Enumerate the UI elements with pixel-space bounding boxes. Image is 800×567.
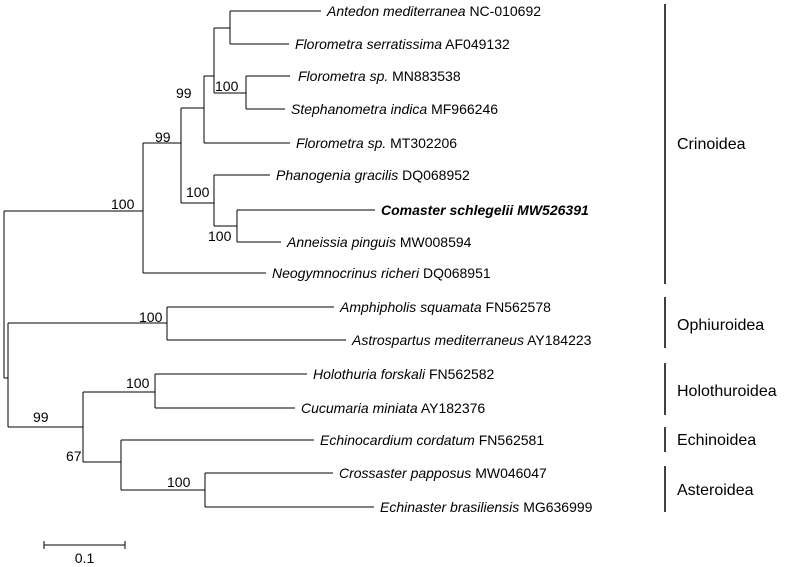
support-value: 100: [111, 196, 135, 212]
taxon-label: Cucumaria miniata AY182376: [301, 400, 486, 416]
support-value: 100: [139, 309, 163, 325]
support-value: 67: [66, 448, 82, 464]
support-value: 100: [215, 78, 239, 94]
taxon-label: Antedon mediterranea NC-010692: [327, 3, 542, 19]
taxon-label: Holothuria forskali FN562582: [313, 366, 495, 382]
taxon-label-highlighted: Comaster schlegelii MW526391: [381, 202, 589, 218]
taxon-label: Neogymnocrinus richeri DQ068951: [272, 265, 491, 281]
group-label-echinoidea: Echinoidea: [677, 432, 757, 449]
taxon-label: Crossaster papposus MW046047: [339, 465, 547, 481]
taxon-label: Amphipholis squamata FN562578: [340, 299, 551, 315]
taxon-label: Stephanometra indica MF966246: [291, 101, 499, 117]
support-value: 100: [208, 228, 232, 244]
group-brackets: [665, 4, 777, 512]
taxon-label: Florometra sp. MN883538: [298, 68, 461, 84]
taxon-labels: [272, 3, 593, 515]
taxon-label: Florometra serratissima AF049132: [295, 36, 510, 52]
support-value: 99: [176, 85, 192, 101]
support-value: 100: [126, 375, 150, 391]
taxon-label: Phanogenia gracilis DQ068952: [276, 167, 470, 183]
scale-bar: [44, 541, 125, 566]
taxon-label: Astrospartus mediterraneus AY184223: [352, 332, 592, 348]
support-value: 99: [155, 129, 171, 145]
group-label-holothuroidea: Holothuroidea: [677, 383, 777, 400]
support-values: [33, 78, 239, 490]
taxon-label: Echinaster brasiliensis MG636999: [380, 499, 593, 515]
group-label-crinoidea: Crinoidea: [677, 136, 746, 153]
scale-bar-label: 0.1: [74, 550, 95, 566]
group-label-asteroidea: Asteroidea: [677, 482, 754, 499]
support-value: 99: [33, 409, 49, 425]
support-value: 100: [186, 184, 210, 200]
taxon-label: Echinocardium cordatum FN562581: [320, 432, 545, 448]
support-value: 100: [167, 474, 191, 490]
taxon-label: Florometra sp. MT302206: [296, 135, 458, 151]
group-label-ophiuroidea: Ophiuroidea: [677, 317, 765, 334]
taxon-label: Anneissia pinguis MW008594: [287, 234, 472, 250]
